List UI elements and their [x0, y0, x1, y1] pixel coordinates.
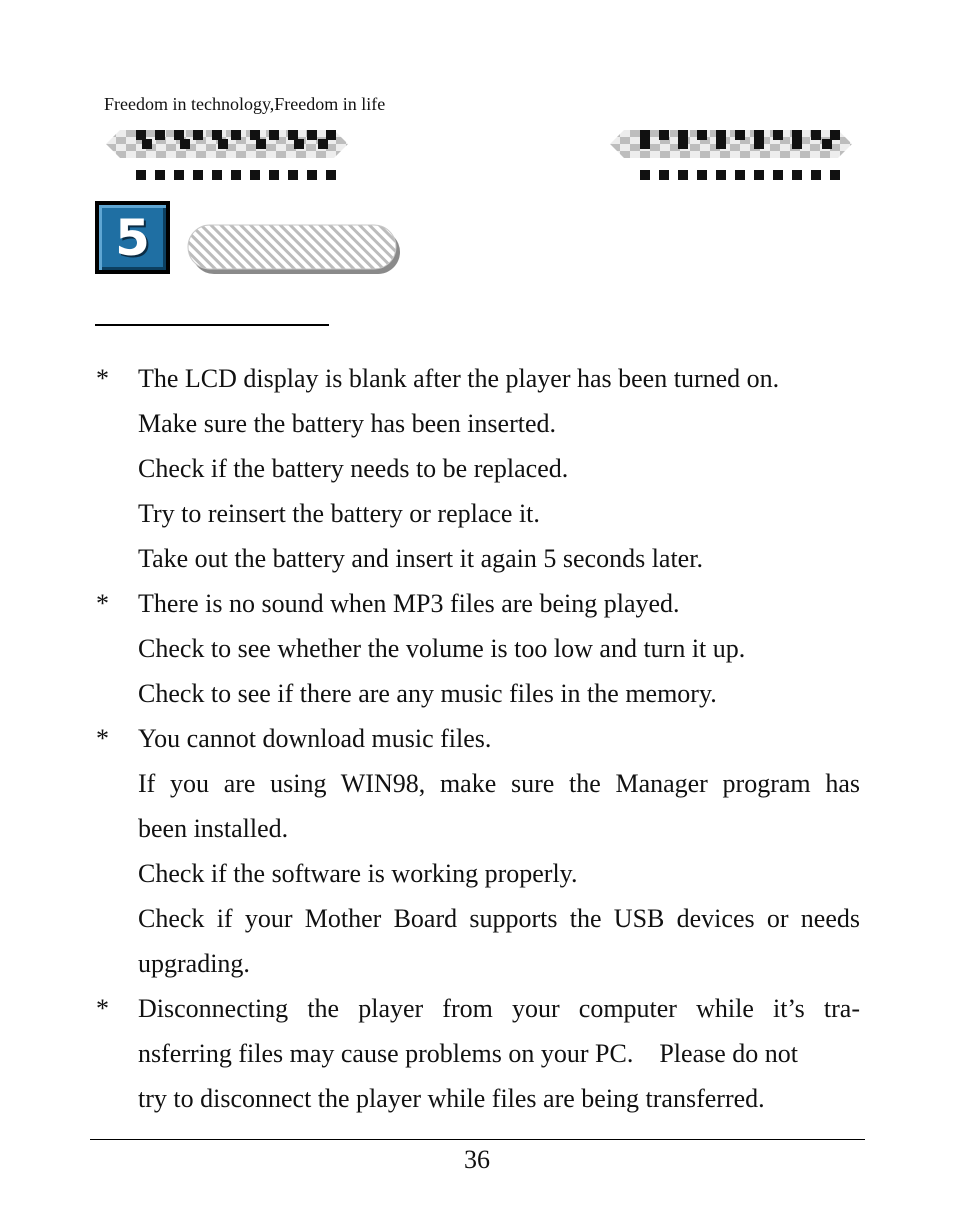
- chapter-number-badge: [95, 201, 170, 274]
- checker-square: [288, 130, 298, 140]
- checker-square: [231, 130, 241, 140]
- checker-square: [155, 130, 165, 140]
- list-item-line: There is no sound when MP3 files are being played.: [138, 589, 680, 618]
- list-item-line: nsferring files may cause problems on your PC. Please do not: [138, 1039, 798, 1068]
- list-item-line: Check to see whether the volume is too low and turn it up.: [138, 634, 746, 663]
- checker-square: [269, 170, 279, 180]
- checker-square: [640, 130, 650, 140]
- list-item-line: Take out the battery and insert it again 5 seconds later.: [138, 544, 703, 573]
- list-item-line: The LCD display is blank after the player has been turned on.: [138, 364, 780, 393]
- checker-square: [640, 170, 650, 180]
- list-item-line: Check if the battery needs to be replaced.: [138, 454, 569, 483]
- list-item-line: Make sure the battery has been inserted.: [138, 409, 557, 438]
- list-bullet: *: [96, 994, 109, 1023]
- chapter-number-badge-inner: [99, 205, 166, 270]
- checker-row-top: [136, 130, 345, 140]
- checker-square: [326, 170, 336, 180]
- checker-square: [735, 170, 745, 180]
- checker-band-right-decoration: [610, 130, 852, 180]
- checker-square: [174, 130, 184, 140]
- checker-square: [269, 130, 279, 140]
- checker-square: [307, 170, 317, 180]
- list-bullet: *: [96, 724, 109, 753]
- checker-square: [697, 130, 707, 140]
- chapter-number: 5: [115, 208, 150, 267]
- checker-square: [659, 170, 669, 180]
- checker-square: [212, 130, 222, 140]
- checker-row-top: [640, 130, 849, 140]
- checker-square: [811, 170, 821, 180]
- checker-square: [307, 130, 317, 140]
- page-number: 36: [464, 1145, 490, 1174]
- checker-square: [697, 170, 707, 180]
- checker-square: [136, 130, 146, 140]
- list-item-line: been installed.: [138, 814, 289, 843]
- header-tagline: Freedom in technology,Freedom in life: [104, 94, 386, 114]
- chapter-title-pill-decoration: [186, 222, 404, 278]
- list-item-line: try to disconnect the player while files are being transferred.: [138, 1084, 765, 1113]
- list-item-line: Check to see if there are any music files in the memory.: [138, 679, 717, 708]
- list-item-line: Check if the software is working properly.: [138, 859, 578, 888]
- list-item-line: upgrading.: [138, 949, 250, 978]
- checker-square: [792, 130, 802, 140]
- checker-square: [155, 170, 165, 180]
- list-item-line: Try to reinsert the battery or replace it.: [138, 499, 540, 528]
- checker-band-left-decoration: [106, 130, 348, 180]
- list-item-line: Disconnecting the player from your computer while it’s tra-: [138, 994, 860, 1023]
- checker-square: [193, 170, 203, 180]
- checker-square: [136, 170, 146, 180]
- section-heading-rule: [95, 324, 329, 326]
- list-item-line: If you are using WIN98, make sure the Manager program has: [138, 769, 860, 798]
- checker-square: [792, 170, 802, 180]
- checker-row-bottom: [640, 170, 849, 180]
- checker-square: [811, 130, 821, 140]
- list-bullet: *: [96, 589, 109, 618]
- checker-square: [830, 130, 840, 140]
- checker-square: [326, 130, 336, 140]
- checker-square: [174, 170, 184, 180]
- checker-square: [716, 170, 726, 180]
- checker-square: [288, 170, 298, 180]
- checker-square: [678, 170, 688, 180]
- checker-square: [754, 170, 764, 180]
- list-bullet: *: [96, 364, 109, 393]
- checker-square: [773, 170, 783, 180]
- checker-square: [193, 130, 203, 140]
- checker-square: [212, 170, 222, 180]
- checker-square: [735, 130, 745, 140]
- checker-row-bottom: [136, 170, 345, 180]
- checker-square: [659, 130, 669, 140]
- list-item-line: You cannot download music files.: [138, 724, 492, 753]
- checker-square: [250, 130, 260, 140]
- checker-square: [773, 130, 783, 140]
- checker-square: [678, 130, 688, 140]
- checker-square: [250, 170, 260, 180]
- checker-square: [231, 170, 241, 180]
- checker-square: [716, 130, 726, 140]
- checker-square: [754, 130, 764, 140]
- footer-rule: [90, 1139, 865, 1140]
- list-item-line: Check if your Mother Board supports the USB devices or needs: [138, 904, 860, 933]
- checker-square: [830, 170, 840, 180]
